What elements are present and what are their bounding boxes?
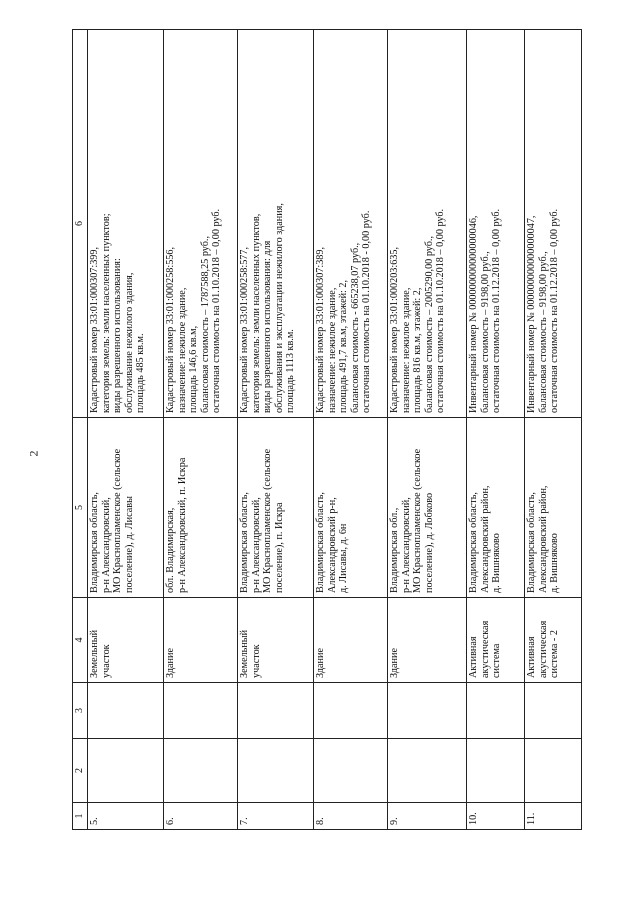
cell-col3 bbox=[164, 683, 238, 739]
object-address: Владимирская область, Александровский р-н, д. Лисавы, д. 6н bbox=[314, 418, 388, 598]
cell-col2 bbox=[164, 739, 238, 803]
object-type: Земельный участок bbox=[88, 598, 164, 683]
object-type: Земельный участок bbox=[238, 598, 314, 683]
cell-col3 bbox=[525, 683, 582, 739]
table-row bbox=[467, 30, 525, 830]
column-number: 2 bbox=[73, 739, 88, 803]
cell-col2 bbox=[238, 739, 314, 803]
cell-col2 bbox=[467, 739, 525, 803]
row-number: 5. bbox=[88, 803, 164, 830]
row-number: 11. bbox=[525, 803, 582, 830]
column-number: 3 bbox=[73, 683, 88, 739]
object-type: Активная акустическая система - 2 bbox=[525, 598, 582, 683]
object-details: Кадастровый номер 33:01:000258:577, категория земель: земли населенных пунктов, виды разрешенного использования: для обслуживания и эксплуатации нежилого здания, площадь 1113 кв.м. bbox=[238, 30, 314, 418]
object-details: Кадастровый номер 33:01:000307:389, назначение: нежилое здание, площадь 491,7 кв.м, этажей: 2, балансовая стоимость - 665238,07 руб., остаточная стоимость на 01.10.2018 - 0,00 руб. bbox=[314, 30, 388, 418]
object-address: Владимирская область, Александровский район, д. Вишняково bbox=[467, 418, 525, 598]
object-type: Здание bbox=[388, 598, 467, 683]
table-row bbox=[388, 30, 467, 830]
cell-col2 bbox=[314, 739, 388, 803]
table-row bbox=[164, 30, 238, 830]
cell-col3 bbox=[238, 683, 314, 739]
row-number: 9. bbox=[388, 803, 467, 830]
object-type: Активная акустическая система bbox=[467, 598, 525, 683]
cell-col3 bbox=[88, 683, 164, 739]
object-details: Кадастровый номер 33:01:000203:635, назначение: нежилое здание, площадь 816 кв.м, этажей: 2, балансовая стоимость – 2005290,00 руб., остаточная стоимость на 01.10.2018 – 0,00 руб. bbox=[388, 30, 467, 418]
column-number: 4 bbox=[73, 598, 88, 683]
property-table bbox=[72, 29, 582, 830]
page-number: 2 bbox=[26, 450, 41, 457]
row-number: 7. bbox=[238, 803, 314, 830]
row-number: 8. bbox=[314, 803, 388, 830]
object-address: Владимирская область, р-н Александровский, МО Краснопламенское (сельское поселение), д. Лисавы bbox=[88, 418, 164, 598]
object-address: Владимирская область, Александровский район, д. Вишняково bbox=[525, 418, 582, 598]
table-row bbox=[525, 30, 582, 830]
cell-col3 bbox=[314, 683, 388, 739]
cell-col3 bbox=[467, 683, 525, 739]
column-number: 6 bbox=[73, 30, 88, 418]
table-row bbox=[238, 30, 314, 830]
object-details: Кадастровый номер 33:01:000307:399, категория земель: земли населенных пунктов; виды разрешенного использования: обслуживание нежилого здания, площадь 485 кв.м. bbox=[88, 30, 164, 418]
cell-col2 bbox=[525, 739, 582, 803]
table-row bbox=[88, 30, 164, 830]
object-details: Инвентарный номер № 000000000000000046, балансовая стоимость – 9198,00 руб., остаточная стоимость на 01.12.2018 – 0,00 руб. bbox=[467, 30, 525, 418]
column-number-row bbox=[73, 30, 88, 830]
column-number: 5 bbox=[73, 418, 88, 598]
column-number: 1 bbox=[73, 803, 88, 830]
object-address: обл. Владимирская, р-н Александровский, п. Искра bbox=[164, 418, 238, 598]
object-details: Кадастровый номер 33:01:000258:556, назначение: нежилое здание, площадь 146,6 кв.м, балансовая стоимость – 1787588,25 руб., остаточная стоимость на 01.10.2018 – 0,00 руб. bbox=[164, 30, 238, 418]
row-number: 10. bbox=[467, 803, 525, 830]
object-address: Владимирская область, р-н Александровский, МО Краснопламенское (сельское поселение), п. Искра bbox=[238, 418, 314, 598]
cell-col3 bbox=[388, 683, 467, 739]
cell-col2 bbox=[88, 739, 164, 803]
object-details: Инвентарный номер № 000000000000000047, балансовая стоимость – 9198,00 руб., остаточная стоимость на 01.12.2018 – 0,00 руб. bbox=[525, 30, 582, 418]
cell-col2 bbox=[388, 739, 467, 803]
row-number: 6. bbox=[164, 803, 238, 830]
object-type: Здание bbox=[164, 598, 238, 683]
object-address: Владимирская обл., р-н Александровский, МО Краснопламенское (сельское поселение), д. Лобково bbox=[388, 418, 467, 598]
table-row bbox=[314, 30, 388, 830]
object-type: Здание bbox=[314, 598, 388, 683]
property-table-rotated bbox=[72, 30, 612, 830]
